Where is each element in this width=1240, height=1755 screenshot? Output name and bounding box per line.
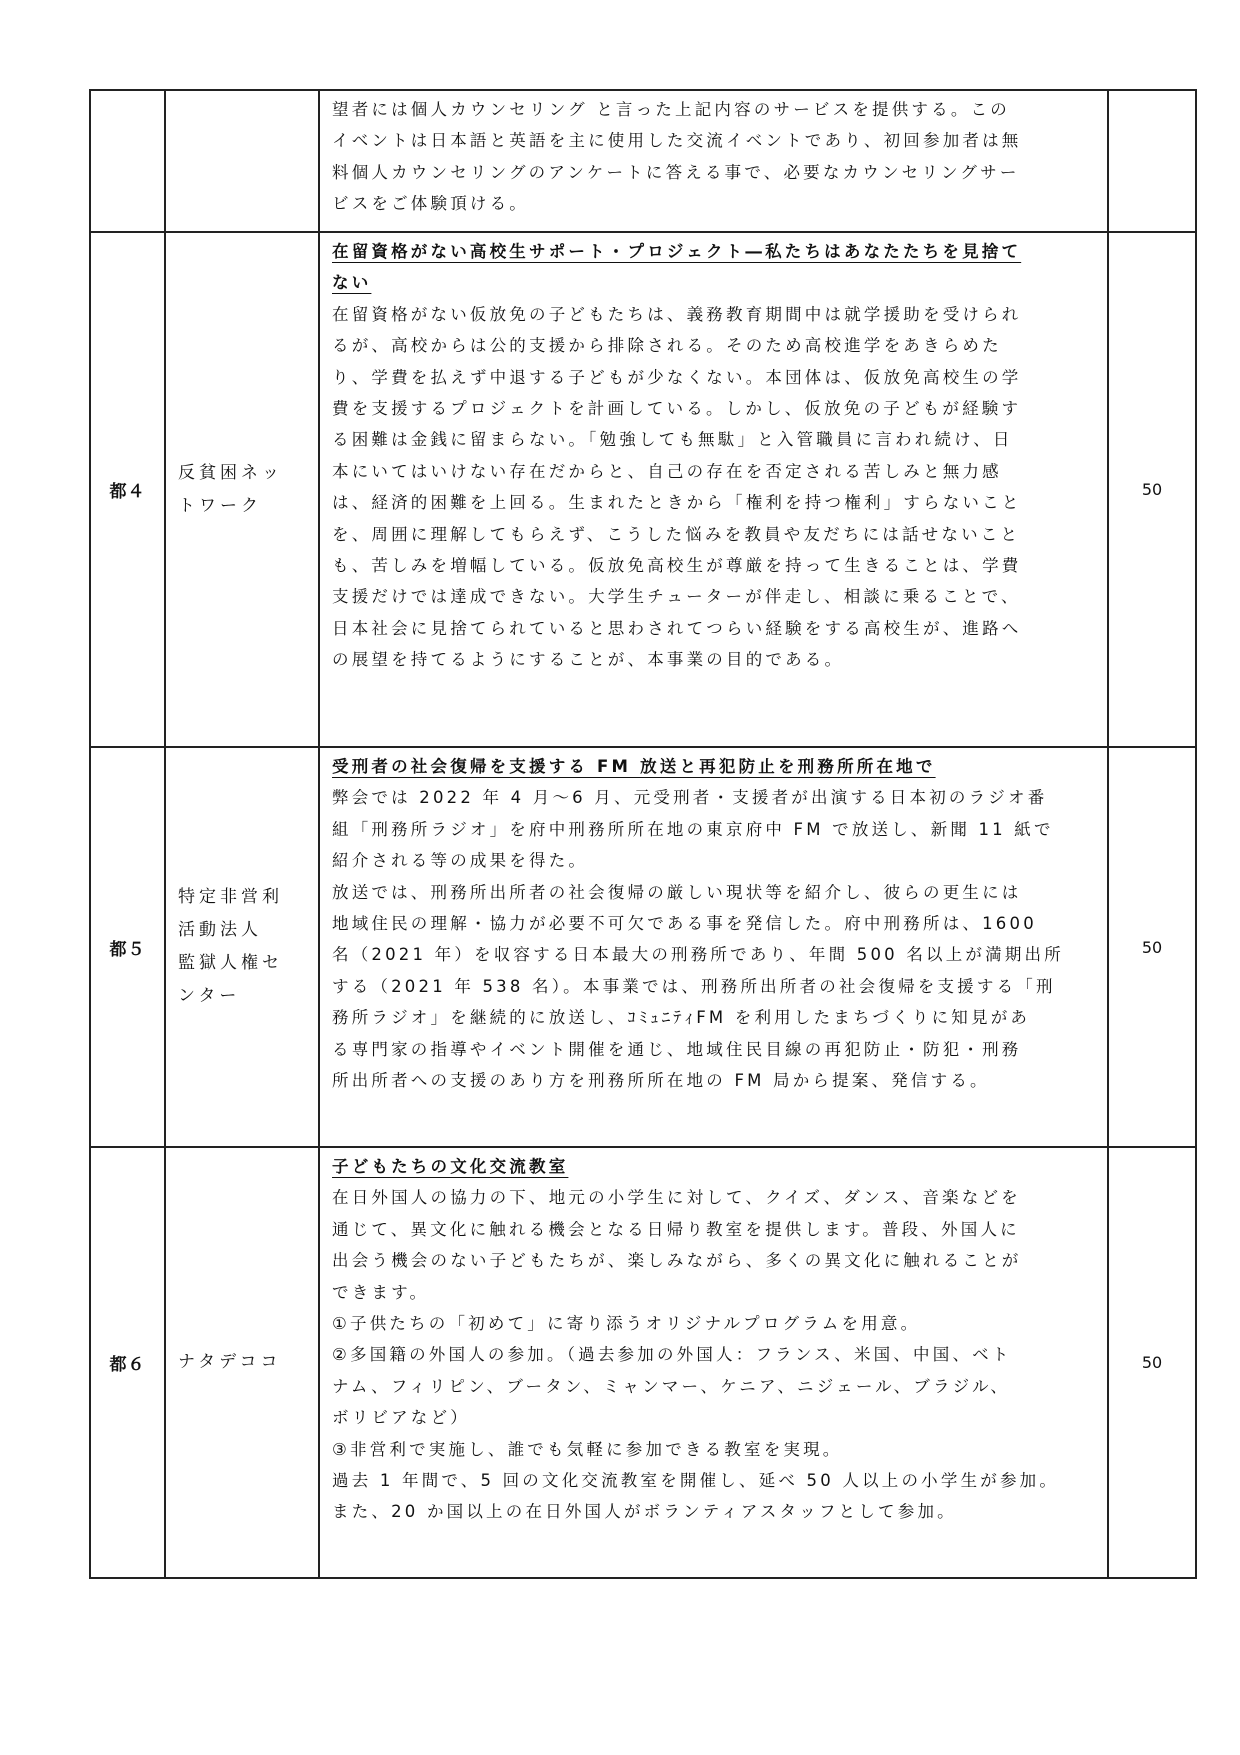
- body-line: 地域住民の理解・協力が必要不可欠である事を発信した。府中刑務所は、1600: [332, 914, 1037, 934]
- body-line: 組「刑務所ラジオ」を府中刑務所所在地の東京府中 FM で放送し、新聞 11 紙で: [332, 819, 1054, 839]
- body-line: 支援だけでは達成できない。大学生チューターが伴走し、相談に乗ることで、: [332, 587, 1021, 607]
- body-line: 所出所者への支援のあり方を刑務所所在地の FM 局から提案、発信する。: [332, 1071, 990, 1091]
- table-row: [90, 747, 1196, 1147]
- body-line: るが、高校からは公的支援から排除される。そのため高校進学をあきらめた: [332, 336, 1002, 356]
- body-line: 弊会では 2022 年 4 月～6 月、元受刑者・支援者が出演する日本初のラジオ番: [332, 788, 1048, 808]
- table-row: [90, 90, 1196, 232]
- body-line: 通じて、異文化に触れる機会となる日帰り教室を提供します。普段、外国人に: [332, 1219, 1020, 1239]
- body-line: る専門家の指導やイベント開催を通じ、地域住民目線の再犯防止・防犯・刑務: [332, 1039, 1022, 1059]
- body-line: り、学費を払えず中退する子どもが少なくない。本団体は、仮放免高校生の学: [332, 367, 1022, 387]
- body-line: ①子供たちの「初めて」に寄り添うオリジナルプログラムを用意。: [332, 1314, 921, 1334]
- body-line: ③非営利で実施し、誰でも気軽に参加できる教室を実現。: [332, 1439, 843, 1459]
- amount: 50: [1108, 1147, 1196, 1578]
- body-line: する（2021 年 538 名）。本事業では、刑務所出所者の社会復帰を支援する「刑: [332, 976, 1056, 996]
- row-id: 都５: [90, 747, 165, 1147]
- body-line: ビスをご体験頂ける。: [332, 194, 529, 214]
- body-line: イベントは日本語と英語を主に使用した交流イベントであり、初回参加者は無: [332, 131, 1022, 151]
- body-line: 費を支援するプロジェクトを計画している。しかし、仮放免の子どもが経験す: [332, 399, 1022, 419]
- body-line: 在日外国人の協力の下、地元の小学生に対して、クイズ、ダンス、音楽などを: [332, 1188, 1021, 1208]
- body-line: 過去 1 年間で、5 回の文化交流教室を開催し、延べ 50 人以上の小学生が参加。: [332, 1471, 1060, 1491]
- body-line: ②多国籍の外国人の参加。（過去参加の外国人：フランス、米国、中国、ベト: [332, 1345, 1012, 1365]
- organization-name: [165, 747, 319, 1147]
- project-title: 受刑者の社会復帰を支援する FM 放送と再犯防止を刑務所所在地で: [332, 757, 936, 776]
- body-line: また、20 か国以上の在日外国人がボランティアスタッフとして参加。: [332, 1502, 957, 1522]
- body-line: 務所ラジオ」を継続的に放送し、ｺﾐｭﾆﾃｨFM を利用したまちづくりに知見があ: [332, 1008, 1031, 1028]
- body-line: ナム、フィリピン、ブータン、ミャンマー、ケニア、ニジェール、ブラジル、: [332, 1376, 1011, 1396]
- org-line: トワーク: [178, 495, 262, 516]
- row-id: [90, 90, 165, 232]
- body-line: 料個人カウンセリングのアンケートに答える事で、必要なカウンセリングサー: [332, 162, 1020, 182]
- project-description: [319, 232, 1108, 747]
- body-line: を、周囲に理解してもらえず、こうした悩みを教員や友だちには話せないこと: [332, 524, 1021, 544]
- body-line: 名（2021 年）を収容する日本最大の刑務所であり、年間 500 名以上が満期出所: [332, 945, 1064, 965]
- project-description: [319, 90, 1108, 232]
- row-id: 都４: [90, 232, 165, 747]
- table-row: [90, 232, 1196, 747]
- body-line: る困難は金銭に留まらない。「勉強しても無駄」と入管職員に言われ続け、日: [332, 430, 1013, 450]
- body-line: も、苦しみを増幅している。仮放免高校生が尊厳を持って生きることは、学費: [332, 556, 1022, 576]
- body-line: 望者には個人カウンセリング と言った上記内容のサービスを提供する。この: [332, 100, 1010, 119]
- body-line: 日本社会に見捨てられていると思わされてつらい経験をする高校生が、進路へ: [332, 618, 1022, 638]
- body-line: 在留資格がない仮放免の子どもたちは、義務教育期間中は就学援助を受けられ: [332, 304, 1022, 324]
- org-line: 活動法人: [178, 920, 262, 940]
- org-line: 反貧困ネッ: [178, 462, 283, 483]
- amount: [1108, 90, 1196, 232]
- body-line: の展望を持てるようにすることが、本事業の目的である。: [332, 650, 845, 670]
- org-line: ナタデココ: [178, 1352, 282, 1372]
- row-id: 都６: [90, 1147, 165, 1578]
- body-line: 本にいてはいけない存在だからと、自己の存在を否定される苦しみと無力感: [332, 461, 1002, 481]
- body-line: 放送では、刑務所出所者の社会復帰の厳しい現状等を紹介し、彼らの更生には: [332, 882, 1022, 902]
- organization-name: [165, 1147, 319, 1578]
- body-line: は、経済的困難を上回る。生まれたときから「権利を持つ権利」すらないこと: [332, 493, 1022, 513]
- org-line: 特定非営利: [178, 887, 283, 907]
- table-row: [90, 1147, 1196, 1578]
- body-line: できます。: [332, 1282, 430, 1302]
- project-description: [319, 747, 1108, 1147]
- organization-name: [165, 232, 319, 747]
- body-line: 紹介される等の成果を得た。: [332, 851, 589, 871]
- org-line: 監獄人権セ: [178, 953, 283, 973]
- amount: 50: [1108, 747, 1196, 1147]
- body-line: 出会う機会のない子どもたちが、楽しみながら、多くの異文化に触れることが: [332, 1251, 1022, 1271]
- amount: 50: [1108, 232, 1196, 747]
- project-title: 在留資格がない高校生サポート・プロジェクト―私たちはあなたたちを見捨て: [332, 242, 1022, 261]
- project-title: ない: [332, 273, 372, 293]
- project-description: [319, 1147, 1108, 1578]
- body-line: ボリビアなど）: [332, 1408, 470, 1428]
- organization-name: [165, 90, 319, 232]
- project-title: 子どもたちの文化交流教室: [332, 1157, 569, 1176]
- org-line: ンター: [178, 986, 241, 1006]
- grant-table: [89, 89, 1197, 1579]
